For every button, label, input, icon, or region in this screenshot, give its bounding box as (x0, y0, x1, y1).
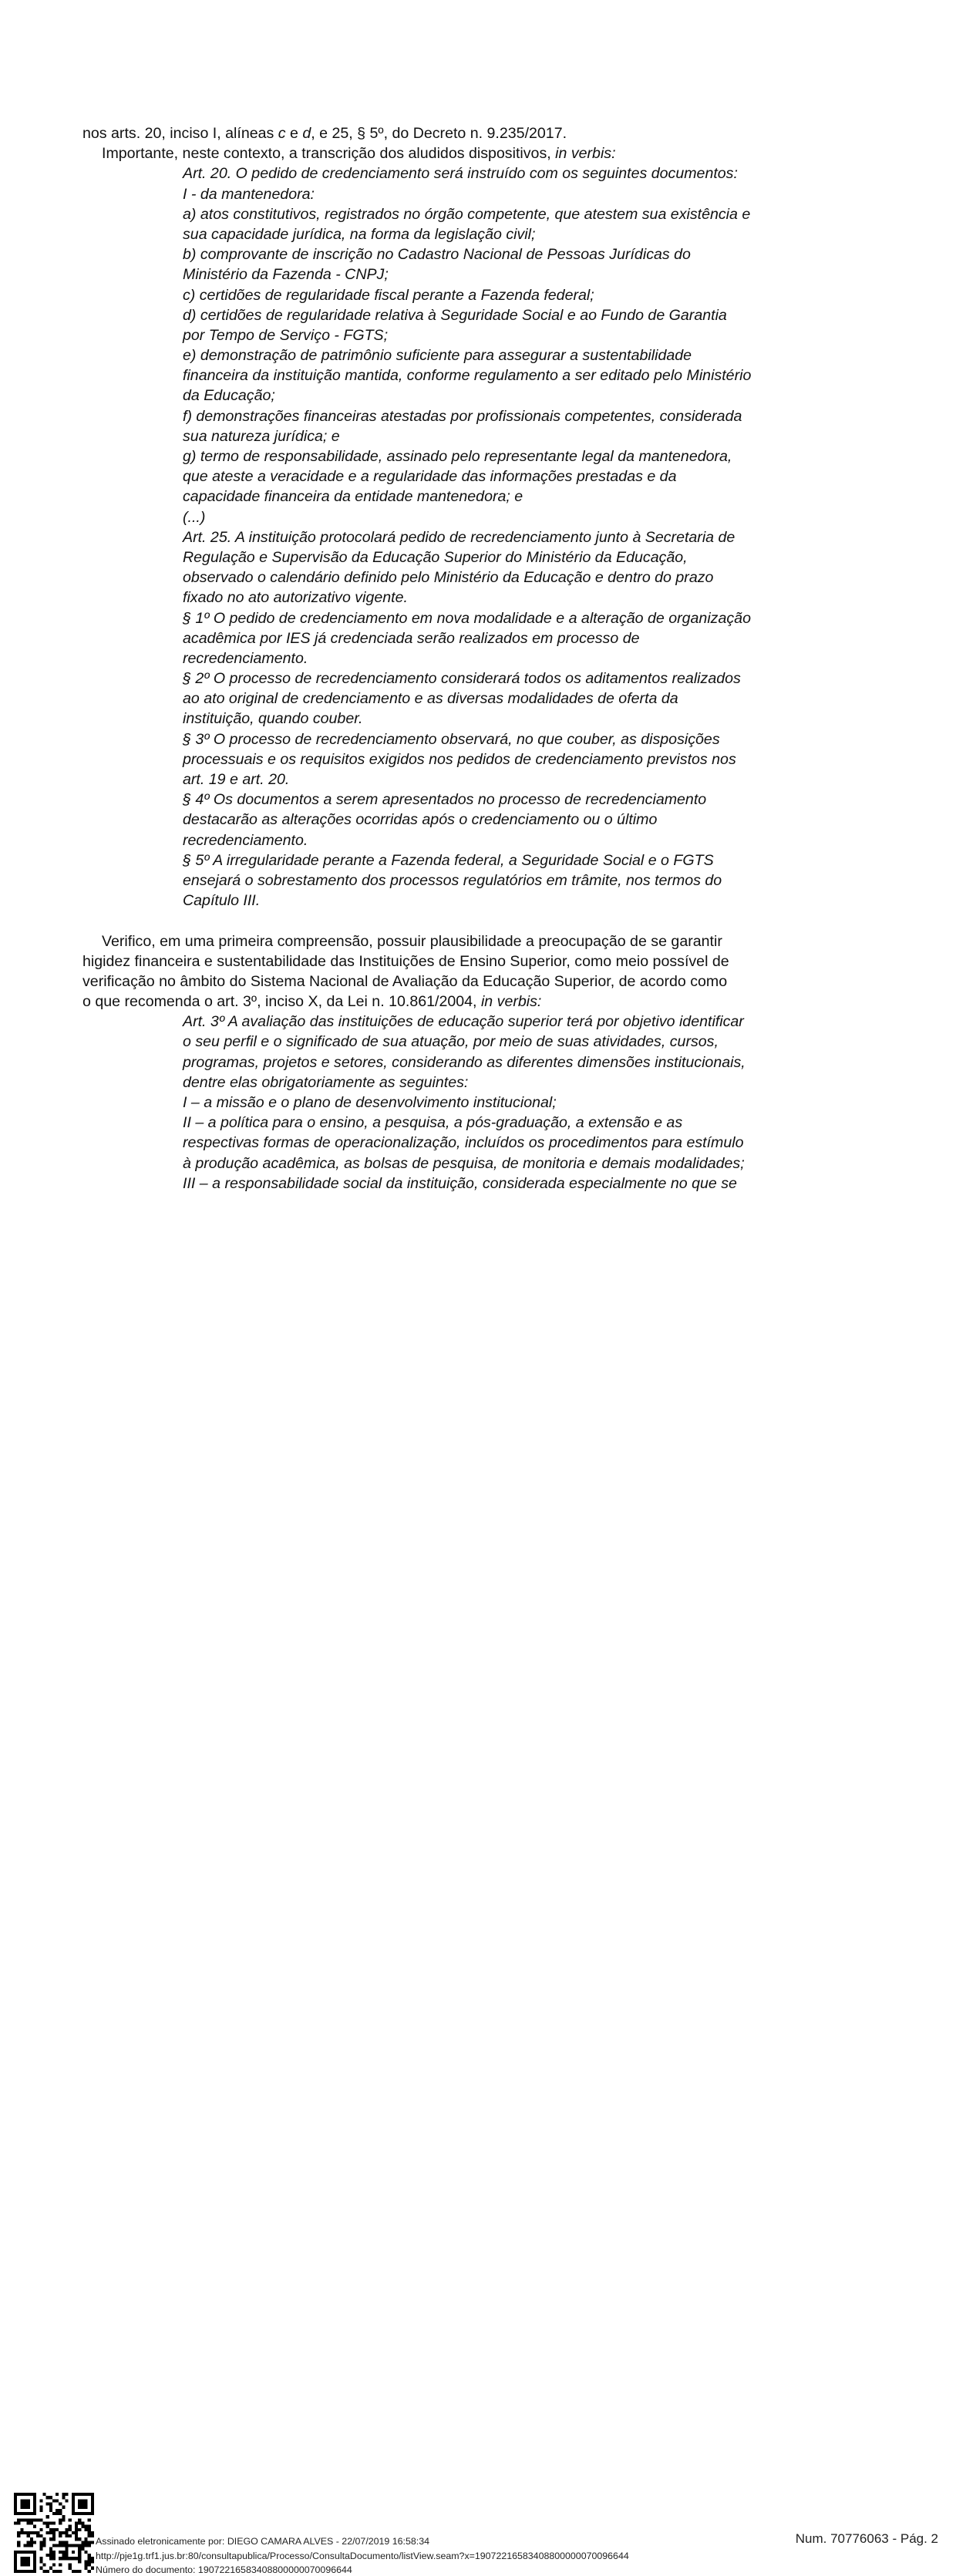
quoted-law-line: c) certidões de regularidade fiscal perante a Fazenda federal; (183, 286, 594, 304)
quoted-law-line: ao ato original de credenciamento e as diversas modalidades de oferta da (183, 690, 678, 708)
qr-code-icon (14, 2493, 94, 2573)
quoted-law-line: I - da mantenedora: (183, 185, 315, 203)
quoted-law-line: recredenciamento. (183, 649, 308, 667)
quoted-law-line: § 2º O processo de recredenciamento considerará todos os aditamentos realizados (183, 670, 741, 688)
quoted-law-line: Capítulo III. (183, 892, 261, 910)
document-number: Número do documento: 19072216583408800000070096644 (96, 2564, 352, 2575)
quoted-law-line: da Educação; (183, 387, 275, 405)
quoted-law-line: § 3º O processo de recredenciamento observará, no que couber, as disposições (183, 730, 720, 748)
quoted-law-line: Art. 20. O pedido de credenciamento será instruído com os seguintes documentos: (183, 165, 738, 183)
quoted-law-line: respectivas formas de operacionalização, incluídos os procedimentos para estímulo (183, 1134, 744, 1152)
quoted-law-line: d) certidões de regularidade relativa à Seguridade Social e ao Fundo de Garantia (183, 306, 727, 324)
quoted-law-line: recredenciamento. (183, 831, 308, 849)
quoted-law-line: Art. 25. A instituição protocolará pedido de recredenciamento junto à Secretaria de (183, 528, 736, 546)
quoted-law-line: art. 19 e art. 20. (183, 771, 290, 788)
quoted-law-line: § 5º A irregularidade perante a Fazenda federal, a Seguridade Social e o FGTS (183, 851, 714, 869)
document-body (82, 123, 815, 1194)
quoted-law-line: a) atos constitutivos, registrados no órgão competente, que atestem sua existência e (183, 205, 751, 223)
quoted-law-line: instituição, quando couber. (183, 710, 363, 728)
quoted-law-line: o seu perfil e o significado de sua atuação, por meio de suas atividades, cursos, (183, 1033, 719, 1051)
body-line (82, 123, 815, 143)
signature-line: Assinado eletronicamente por: DIEGO CAMARA ALVES - 22/07/2019 16:58:34 (96, 2536, 429, 2547)
quoted-law-line: Art. 3º A avaliação das instituições de educação superior terá por objetivo identificar (183, 1013, 744, 1031)
quoted-law-line: programas, projetos e setores, considerando as diferentes dimensões institucionais, (183, 1053, 746, 1071)
italic-text: d (302, 125, 311, 142)
quoted-law-line: que ateste a veracidade e a regularidade das informações prestadas e da (183, 468, 677, 486)
paragraph-gap (82, 911, 815, 931)
quoted-law-line: sua capacidade jurídica, na forma da legislação civil; (183, 225, 536, 243)
body-line: higidez financeira e sustentabilidade das Instituições de Ensino Superior, como meio possível de (82, 952, 729, 970)
quoted-law-line: observado o calendário definido pelo Ministério da Educação e dentro do prazo (183, 569, 714, 587)
text-run: , e 25, § 5º, do Decreto n. 9.235/2017. (311, 125, 567, 142)
quoted-law-line: sua natureza jurídica; e (183, 427, 340, 445)
quoted-law-line: destacarão as alterações ocorridas após o credenciamento ou o último (183, 811, 658, 829)
body-line (82, 143, 815, 163)
quoted-law-line: e) demonstração de patrimônio suficiente para assegurar a sustentabilidade (183, 347, 692, 365)
body-line: Verifico, em uma primeira compreensão, possuir plausibilidade a preocupação de se garantir (102, 932, 722, 950)
quoted-law-line: à produção acadêmica, as bolsas de pesquisa, de monitoria e demais modalidades; (183, 1154, 745, 1172)
quoted-law-line: capacidade financeira da entidade mantenedora; e (183, 488, 523, 506)
page-number: Num. 70776063 - Pág. 2 (795, 2531, 938, 2546)
quoted-law-line: por Tempo de Serviço - FGTS; (183, 326, 389, 344)
text-run: nos arts. 20, inciso I, alíneas (82, 125, 278, 142)
quoted-law-line: I – a missão e o plano de desenvolvimento institucional; (183, 1094, 557, 1111)
quoted-law-line: Regulação e Supervisão da Educação Superior do Ministério da Educação, (183, 548, 688, 566)
quoted-law-line: g) termo de responsabilidade, assinado pelo representante legal da mantenedora, (183, 448, 732, 465)
footer (0, 1245, 956, 2575)
quoted-law-line: fixado no ato autorizativo vigente. (183, 589, 408, 607)
quoted-law-line: f) demonstrações financeiras atestadas por profissionais competentes, considerada (183, 407, 742, 425)
quoted-law-line: § 4º Os documentos a serem apresentados no processo de recredenciamento (183, 791, 707, 809)
quoted-law-line: II – a política para o ensino, a pesquisa, a pós-graduação, a extensão e as (183, 1114, 683, 1132)
body-line (82, 992, 815, 1012)
quoted-law-line: dentre elas obrigatoriamente as seguintes: (183, 1073, 469, 1091)
body-line: verificação no âmbito do Sistema Nacional de Avaliação da Educação Superior, de acordo como (82, 972, 728, 990)
text-run: e (285, 125, 303, 142)
quoted-law-line: financeira da instituição mantida, conforme regulamento a ser editado pelo Ministério (183, 367, 752, 385)
quoted-law-line: b) comprovante de inscrição no Cadastro Nacional de Pessoas Jurídicas do (183, 246, 691, 264)
quoted-law-line: § 1º O pedido de credenciamento em nova modalidade e a alteração de organização (183, 609, 751, 627)
italic-text: in verbis: (480, 993, 542, 1011)
quoted-law-line: acadêmica por IES já credenciada serão realizados em processo de (183, 629, 640, 647)
italic-text: c (278, 125, 286, 142)
quoted-law-line: processuais e os requisitos exigidos nos pedidos de credenciamento previstos nos (183, 750, 736, 768)
quoted-law-line: ensejará o sobrestamento dos processos regulatórios em trâmite, nos termos do (183, 871, 722, 889)
italic-text: in verbis: (555, 145, 616, 163)
document-url[interactable]: http://pje1g.trf1.jus.br:80/consultapublica/Processo/ConsultaDocumento/listView.seam?x=19072216583408800000070096644 (96, 2551, 629, 2561)
text-run: o que recomenda o art. 3º, inciso X, da Lei n. 10.861/2004, (82, 993, 481, 1011)
quoted-law-line: III – a responsabilidade social da instituição, considerada especialmente no que se (183, 1174, 737, 1192)
quoted-law-line: Ministério da Fazenda - CNPJ; (183, 266, 389, 284)
text-run: Importante, neste contexto, a transcrição dos aludidos dispositivos, (102, 145, 556, 163)
quoted-law-line: (...) (183, 508, 206, 526)
